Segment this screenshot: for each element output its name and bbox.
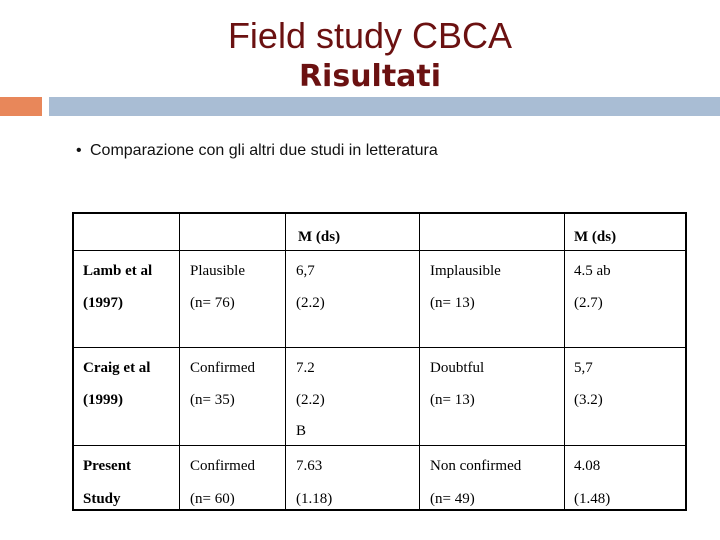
table-cell: 7.2 [296, 360, 315, 376]
slide-title: Field study CBCA [227, 15, 513, 56]
table-cell: (2.2) [296, 295, 325, 311]
bullet-dot-icon: • [76, 142, 82, 159]
table-divider-v2 [285, 214, 286, 509]
table-cell: 7.63 [296, 458, 323, 474]
table-header-cell: M (ds) [298, 229, 341, 245]
table-cell: Confirmed [190, 360, 255, 376]
table-divider-h2 [74, 347, 685, 348]
table-cell: (n= 60) [190, 491, 235, 507]
table-cell: (n= 13) [430, 392, 475, 408]
table-cell: (1999) [83, 392, 123, 408]
table-cell: (1997) [83, 295, 123, 311]
table-divider-v1 [179, 214, 180, 509]
table-divider-h3 [74, 445, 685, 446]
accent-bar-blue [49, 97, 720, 116]
accent-bar-orange [0, 97, 42, 116]
table-cell: 6,7 [296, 263, 315, 279]
table-divider-v4 [564, 214, 565, 509]
table-cell: Study [83, 491, 121, 507]
bullet-text: Comparazione con gli altri due studi in letteratura [90, 142, 438, 159]
table-cell: (3.2) [574, 392, 603, 408]
table-divider-h1 [74, 250, 685, 251]
table-cell: (1.18) [296, 491, 333, 507]
table-cell: (n= 76) [190, 295, 235, 311]
table-cell: (2.2) [296, 392, 325, 408]
table-cell: (n= 49) [430, 491, 475, 507]
slide-subtitle: Risultati [298, 59, 442, 94]
table-cell: (n= 13) [430, 295, 475, 311]
results-table [72, 212, 687, 511]
table-cell: Confirmed [190, 458, 255, 474]
table-cell: Implausible [430, 263, 501, 279]
table-cell: (n= 35) [190, 392, 235, 408]
table-cell: 4.08 [574, 458, 601, 474]
table-cell: B [296, 423, 307, 439]
table-cell: Craig et al [83, 360, 151, 376]
table-cell: (1.48) [574, 491, 611, 507]
bullet-item [76, 140, 438, 162]
table-cell: Lamb et al [83, 263, 153, 279]
table-cell: Present [83, 458, 132, 474]
table-cell: 5,7 [574, 360, 593, 376]
table-cell: Doubtful [430, 360, 485, 376]
table-cell: Non confirmed [430, 458, 522, 474]
table-cell: (2.7) [574, 295, 603, 311]
table-divider-v3 [419, 214, 420, 509]
table-cell: 4.5 ab [574, 263, 611, 279]
table-cell: Plausible [190, 263, 245, 279]
table-header-cell: M (ds) [574, 229, 617, 245]
